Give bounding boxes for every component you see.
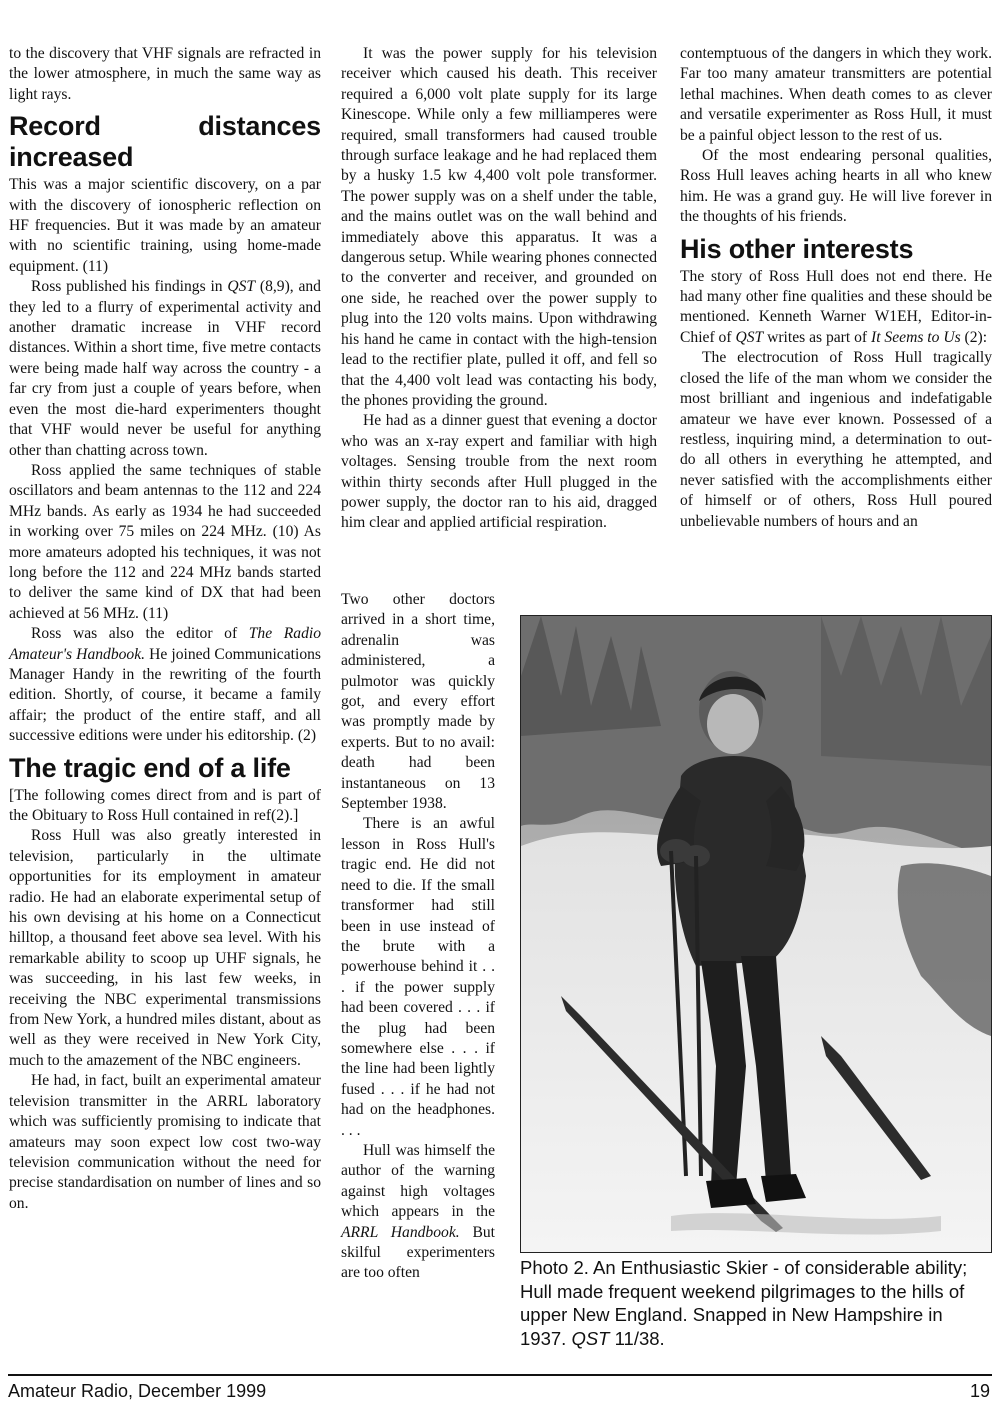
text-italic: ARRL Handbook.: [341, 1223, 460, 1241]
column-2: [341, 44, 657, 534]
paragraph: He had, in fact, built an experimental amateur television transmitter in the ARRL laboratory which was sufficiently promising to indicate that amateurs may soon expect low cost two-way television communication without the need for precise standardisation on number of lines and so on.: [9, 1072, 321, 1212]
column-2-narrow: [341, 590, 495, 1284]
heading-other-interests: His other interests: [680, 233, 914, 264]
paragraph: [341, 1141, 495, 1284]
paragraph: The electrocution of Ross Hull tragically closed the life of the man whom we consider the most brilliant and ingenious and indefatigable amateur we have ever known. Possessed of a restless, inquiring mind, a determination to out-do all others in everything he attempted, and never satisfied with the accomplishments either of himself or of others, Ross Hull poured unbelievable numbers of hours and an: [680, 349, 992, 530]
paragraph: Two other doctors arrived in a short time, adrenalin was administered, a pulmotor was quickly got, and every effort was promptly made by experts. But to no avail: death had been instantaneous on 13 September 1938.: [341, 591, 495, 813]
text-italic: It Seems to Us: [871, 328, 961, 346]
footer-rule: [8, 1374, 992, 1376]
paragraph: It was the power supply for his television receiver which caused his death. This receiver required a 6,000 volt plate supply for its large Kinescope. While only a few milliamperes were required, small transformers had caused trouble through surface leakage and he had replaced them by a husky 1.5 kw 4,400 volt pole transformer. The power supply was on a shelf under the table, and the mains outlet was on the wall behind and immediately above this apparatus. It was a dangerous setup. While wearing phones connected to the converter and receiver, and grounded on one side, he reached over the power supply to plug into the 120 volts mains. Upon withdrawing his hand he came in contact with the high-tension lead to the rectifier plate, pulled it off, and fell so that the 4,400 volt lead was contacting his body, the phones providing the ground.: [341, 45, 657, 409]
paragraph: [9, 624, 321, 746]
paragraph: Ross applied the same techniques of stable oscillators and beam antennas to the 112 and 224 MHz bands. As early as 1934 he had succeeded in working over 75 miles on 224 MHz. (10) As more amateurs adopted his techniques, it was not long before the 112 and 224 MHz bands started to deliver the same kind of DX that had been achieved at 56 MHz. (11): [9, 461, 321, 622]
paragraph: This was a major scientific discovery, on a par with the discovery of ionospheric reflection on HF frequencies. But it was made by an amateur with no scientific training, using home-made equipment. (11): [9, 176, 321, 275]
paragraph: contemptuous of the dangers in which they work. Far too many amateur transmitters are potential lethal machines. When death comes to as clever and versatile experimenter as Ross Hull, it must be a painful object lesson to the rest of us.: [680, 45, 992, 144]
text: Hull was himself the author of the warning against high voltages which appears in the: [341, 1141, 495, 1221]
column-1: [9, 44, 321, 1214]
paragraph: to the discovery that VHF signals are refracted in the lower atmosphere, in much the same way as light rays.: [9, 45, 321, 103]
heading-record-distances: Record distances increased: [9, 111, 321, 173]
text: writes as part of: [763, 328, 871, 346]
text: He joined Communications Manager Handy in the rewriting of the fourth edition. Shortly, of course, it became a family affair; the product of the entire staff, and all successive editions were under his editorship. (2): [9, 645, 321, 745]
text: Ross published his findings in: [31, 278, 228, 296]
column-3: [680, 44, 992, 532]
paragraph: [9, 277, 321, 461]
caption-text-italic: QST: [571, 1327, 610, 1349]
heading-tragic-end: The tragic end of a life: [9, 752, 291, 783]
skier-photo-graphic: [521, 616, 991, 1252]
paragraph: [680, 267, 992, 349]
caption-text: Photo 2. An Enthusiastic Skier - of considerable ability; Hull made frequent weekend pilgrimages to the hills of upper New England. Snapped in New Hampshire in 1937.: [520, 1257, 968, 1349]
paragraph: Of the most endearing personal qualities, Ross Hull leaves aching hearts in all who knew him. He was a grand guy. He will live forever in the thoughts of his friends.: [680, 147, 992, 226]
page-number: 19: [969, 1381, 990, 1401]
caption-text: 11/38.: [609, 1327, 665, 1349]
text: But skilful experimenters are too often: [341, 1223, 495, 1282]
paragraph: There is an awful lesson in Ross Hull's tragic end. He did not need to die. If the small transformer had still been in use instead of the brute with a powerhouse behind it . . . if the power supply had been covered . . . if the plug had been somewhere else . . . if the line had been lightly fused . . . if he had not had on the headphones. . . .: [341, 815, 495, 1139]
paragraph: Ross Hull was also greatly interested in television, particularly in the ultimate opportunities for its employment in amateur radio. He had an elaborate experimental setup of his own devising at his home on a Connecticut hilltop, a thousand feet above sea level. With his remarkable ability to scoop up UHF signals, he was succeeding, in his last few weeks, in receiving the NBC experimental transmissions from New York, a hundred miles distant, about as well as they were received in New York City, much to the amazement of the NBC engineers.: [9, 827, 321, 1069]
text-italic: The Radio Amateur's Handbook.: [9, 625, 321, 663]
footer-publication: Amateur Radio, December 1999: [8, 1381, 267, 1401]
paragraph: He had as a dinner guest that evening a doctor who was an x-ray expert and familiar with high voltages. Sensing trouble from the next room within thirty seconds after Hull plugged in the power supply, the doctor ran to his aid, dragged him clear and applied artificial respiration.: [341, 412, 657, 532]
text: (8,9), and they led to a flurry of experimental activity and another dramatic increase in VHF record distances. Within a short time, five metre contacts were being made half way across the country - a far cry from just a couple of years before, when even the most die-hard experimenters thought that VHF would never be useful for anything other than chatting across town.: [9, 278, 321, 459]
text: (2):: [960, 328, 988, 346]
text-italic: QST: [227, 278, 256, 296]
text-italic: QST: [735, 328, 764, 346]
skier-photo: [520, 615, 992, 1253]
photo-caption: [520, 1256, 990, 1350]
text: Ross was also the editor of: [31, 625, 249, 643]
paragraph: [The following comes direct from and is part of the Obituary to Ross Hull contained in ref(2).]: [9, 786, 321, 824]
text: The story of Ross Hull does not end there. He had many other fine qualities and these should be mentioned. Kenneth Warner W1EH, Editor-in-Chief of: [680, 267, 992, 346]
